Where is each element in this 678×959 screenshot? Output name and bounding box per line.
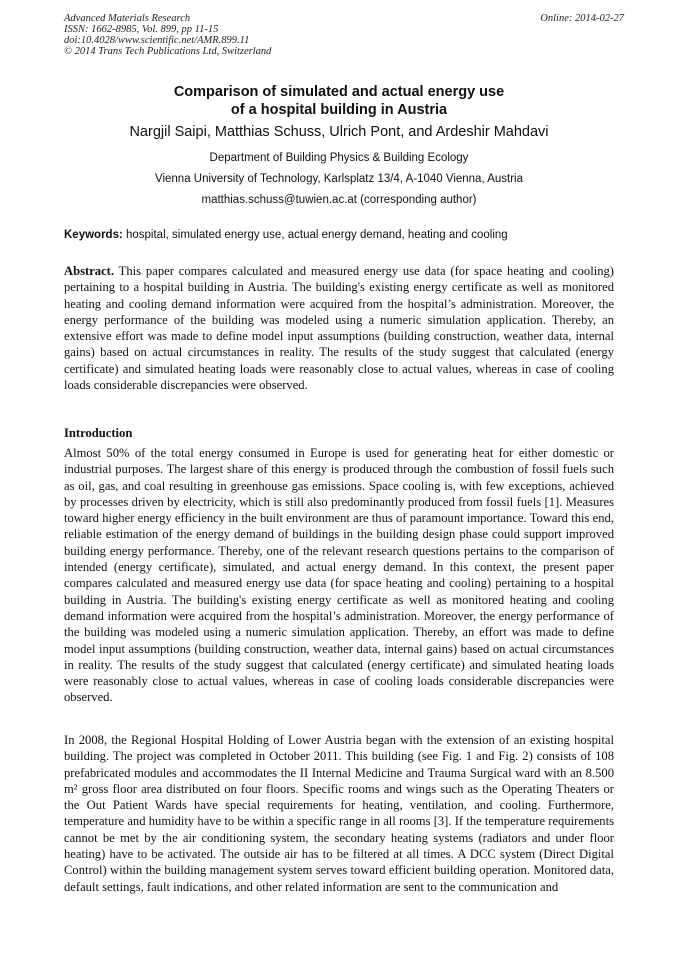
affiliation-address: Vienna University of Technology, Karlsplatz 13/4, A-1040 Vienna, Austria [154, 173, 524, 185]
introduction-paragraph-2: In 2008, the Regional Hospital Holding of Lower Austria began with the extension of an existing hospital building. The project was completed in October 2011. This building (see Fig. 1 and Fig. 2) consists of 108 prefabricated modules and accommodates the II Internal Medicine and Trauma Surgical ward with an 8.500 m² gross floor area distributed on four floors. Specific rooms and wings such as the Operating Theaters or the Out Patient Wards have special requirements for heating, ventilation, and cooling. Furthermore, temperature and humidity have to be within a specific range in all rooms [3]. If the temperature requirements cannot be met by the air conditioning system, the secondary heating systems (radiators and under floor heating) have to be activated. The outside air has to be filtered at all times. A DCC system (Direct Digital Control) within the building management system serves toward efficient building operation. Monitored data, default settings, fault indications, and other related information are sent to the communication and [64, 733, 614, 894]
title-line-1: Comparison of simulated and actual energy use [173, 84, 505, 100]
abstract-label: Abstract. [64, 264, 115, 278]
doi-line: doi:10.4028/www.scientific.net/AMR.899.11 [64, 35, 250, 46]
corresponding-email: matthias.schuss@tuwien.ac.at (corresponding author) [201, 194, 477, 206]
affiliation-department: Department of Building Physics & Building Ecology [209, 152, 469, 164]
title-line-2: of a hospital building in Austria [230, 102, 448, 118]
issn-line: ISSN: 1662-8985, Vol. 899, pp 11-15 [64, 24, 219, 35]
section-heading-introduction: Introduction [64, 426, 133, 440]
keywords-text: hospital, simulated energy use, actual energy demand, heating and cooling [122, 229, 508, 241]
author-list: Nargjil Saipi, Matthias Schuss, Ulrich Pont, and Ardeshir Mahdavi [129, 124, 549, 140]
journal-header [64, 13, 624, 57]
journal-name: Advanced Materials Research [64, 13, 191, 24]
keywords [64, 228, 614, 242]
abstract [64, 263, 614, 393]
paper-title [64, 83, 614, 119]
keywords-label: Keywords: [64, 229, 123, 241]
abstract-text: This paper compares calculated and measured energy use data (for space heating and cooling) pertaining to a hospital building in Austria. The building's existing energy certificate as well as monitored heating and cooling demand information were acquired from the hospital’s administration. Moreover, the energy performance of the building was modeled using a numeric simulation application. Thereby, an extensive effort was made to define model input assumptions (building construction, weather data, internal gains) based on actual circumstances in reality. The results of the study suggest that calculated (energy certificate) and simulated heating loads were reasonably close to actual values, whereas in case of cooling loads considerable discrepancies were observed. [64, 264, 614, 393]
introduction-paragraph-1: Almost 50% of the total energy consumed in Europe is used for generating heat for either domestic or industrial purposes. The largest share of this energy is produced through the combustion of fossil fuels such as oil, gas, and coal resulting in greenhouse gas emissions. Space cooling is, with few exceptions, achieved by processes driven by electricity, which is still also predominantly produced from fossil fuels [1]. Measures toward higher energy efficiency in the built environment are thus of paramount importance. Toward this end, reliable estimation of the energy demand of buildings in the building design phase could support improved building energy performance. Thereby, one of the relevant research questions pertains to the comparison of intended (energy certificate), simulated, and actual energy demand. In this context, the present paper compares calculated and measured energy use data (for space heating and cooling) pertaining to a hospital building in Austria. The building's existing energy certificate as well as monitored heating and cooling demand information were acquired from the hospital’s administration. Moreover, the energy performance of the building was modeled using a numeric simulation application. Thereby, an effort was made to define model input assumptions (building construction, weather data, internal gains) based on actual circumstances in reality. The results of the study suggest that calculated (energy certificate) and simulated heating loads were reasonably close to actual values, whereas in case of cooling loads considerable discrepancies were observed. [64, 446, 614, 705]
copyright-line: © 2014 Trans Tech Publications Ltd, Switzerland [64, 46, 272, 57]
online-date: Online: 2014-02-27 [540, 13, 624, 24]
